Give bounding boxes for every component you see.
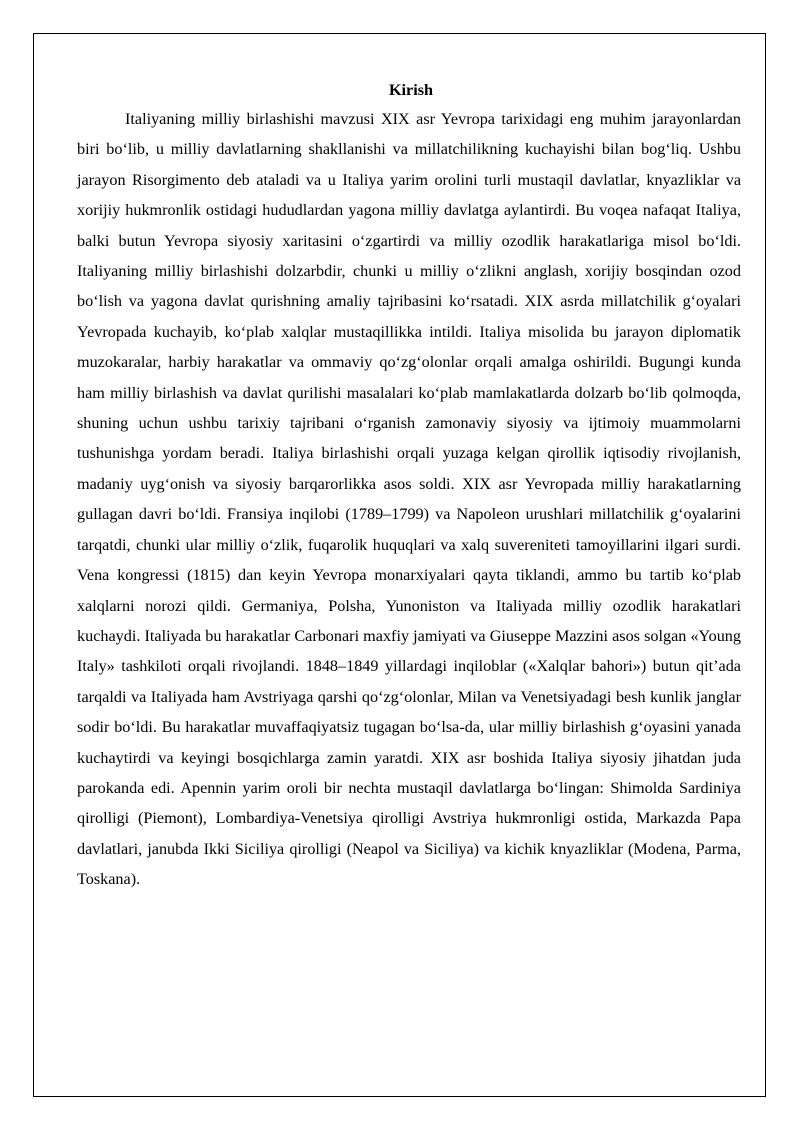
body-paragraph: Italiyaning milliy birlashishi mavzusi XIX asr Yevropa tarixidagi eng muhim jarayonlardan biri bo‘lib, u milliy davlatlarning shakllanishi va millatchilikning kuchayishi bilan bog‘liq. Ushbu jarayon Risorgimento deb ataladi va u Italiya yarim orolini turli mustaqil davlatlar, knyazliklar va xorijiy hukmronlik ostidagi hududlardan yagona milliy davlatga aylantirdi. Bu voqea nafaqat Italiya, balki butun Yevropa siyosiy xaritasini o‘zgartirdi va milliy ozodlik harakatlariga misol bo‘ldi. Italiyaning milliy birlashishi dolzarbdir, chunki u milliy o‘zlikni anglash, xorijiy bosqindan ozod bo‘lish va yagona davlat qurishning amaliy tajribasini ko‘rsatadi. XIX asrda millatchilik g‘oyalari Yevropada kuchayib, ko‘plab xalqlar mustaqillikka intildi. Italiya misolida bu jarayon diplomatik muzokaralar, harbiy harakatlar va ommaviy qo‘zg‘olonlar orqali amalga oshirildi. Bugungi kunda ham milliy birlashish va davlat qurilishi masalalari ko‘plab mamlakatlarda dolzarb bo‘lib qolmoqda, shuning uchun ushbu tarixiy tajribani o‘rganish zamonaviy siyosiy va ijtimoiy muammolarni tushunishga yordam beradi. Italiya birlashishi orqali yuzaga kelgan qirollik iqtisodiy rivojlanish, madaniy uyg‘onish va siyosiy barqarorlikka asos soldi. XIX asr Yevropada milliy harakatlarning gullagan davri bo‘ldi. Fransiya inqilobi (1789–1799) va Napoleon urushlari millatchilik g‘oyalarini tarqatdi, chunki ular milliy o‘zlik, fuqarolik huquqlari va xalq suvereniteti tamoyillarini ilgari surdi. Vena kongressi (1815) dan keyin Yevropa monarxiyalari qayta tiklandi, ammo bu tartib ko‘plab xalqlarni norozi qildi. Germaniya, Polsha, Yunoniston va Italiyada milliy ozodlik harakatlari kuchaydi. Italiyada bu harakatlar Carbonari maxfiy jamiyati va Giuseppe Mazzini asos solgan «Young Italy» tashkiloti orqali rivojlandi. 1848–1849 yillardagi inqiloblar («Xalqlar bahori») butun qit’ada tarqaldi va Italiyada ham Avstriyaga qarshi qo‘zg‘olonlar, Milan va Venetsiyadagi besh kunlik janglar sodir bo‘ldi. Bu harakatlar muvaffaqiyatsiz tugagan bo‘lsa-da, ular milliy birlashish g‘oyasini yanada kuchaytirdi va keyingi bosqichlarga zamin yaratdi. XIX asr boshida Italiya siyosiy jihatdan juda parokanda edi. Apennin yarim oroli bir nechta mustaqil davlatlarga bo‘lingan: Shimolda Sardiniya qirolligi (Piemont), Lombardiya-Venetsiya qirolligi Avstriya hukmronligi ostida, Markazda Papa davlatlari, janubda Ikki Siciliya qirolligi (Neapol va Siciliya) va kichik knyazliklar (Modena, Parma, Toskana).	[77, 110, 741, 889]
document-content	[77, 76, 741, 895]
document-title: Kirish	[388, 81, 434, 99]
